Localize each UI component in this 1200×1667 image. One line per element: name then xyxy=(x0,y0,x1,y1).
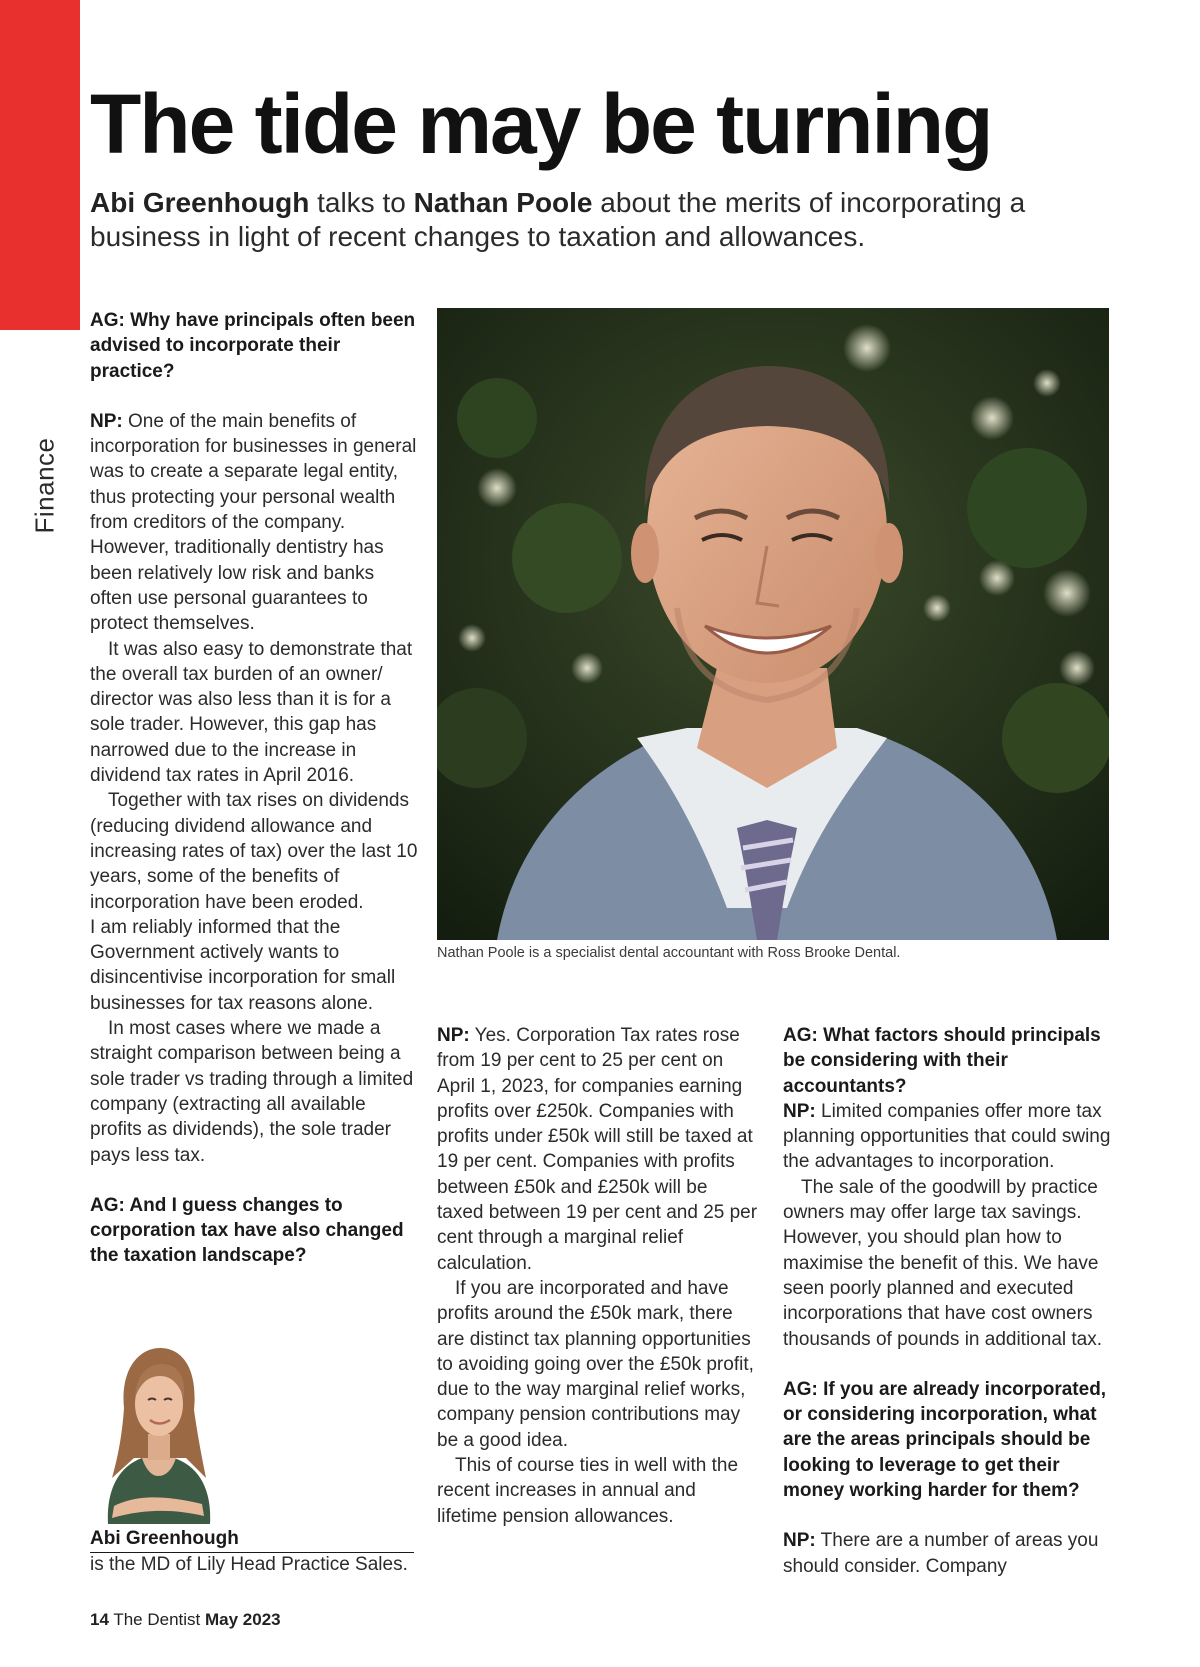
answer-2-paragraph: If you are incorporated and have profits around the £50k mark, there are distinct tax planning opportunities to avoiding going over the £50k profit, due to the way marginal relief works, company pension contributions may be a good idea. xyxy=(437,1277,754,1451)
author-name: Abi Greenhough xyxy=(90,187,310,218)
answer-4-paragraph: NP: There are a number of areas you should consider. Company xyxy=(783,1530,1099,1577)
answer-1-paragraph: Together with tax rises on dividends (reducing dividend allowance and increasing rates of tax) over the last 10 years, some of the benefits of incorporation have been eroded. xyxy=(90,790,418,913)
answer-2-paragraph: This of course ties in well with the recent increases in annual and lifetime pension allowances. xyxy=(437,1455,739,1527)
author-bio-text: is the MD of Lily Head Practice Sales. xyxy=(90,1554,408,1575)
publication-name: The Dentist xyxy=(113,1610,201,1629)
answer-1-paragraph: NP: One of the main benefits of incorporation for businesses in general was to create a separate legal entity, thus protecting your personal wealth from creditors of the company. However, traditionally dentistry has been relatively low risk and banks often use personal guarantees to protect themselves. xyxy=(90,410,417,635)
article-column-3 xyxy=(783,1023,1113,1579)
answer-1-paragraph: In most cases where we made a straight comparison between being a sole trader vs trading through a limited company (extracting all available profits as dividends), the sole trader pays less tax. xyxy=(90,1018,414,1166)
question-4: AG: If you are already incorporated, or considering incorporation, what are the areas principals should be looking to leverage to get their money working harder for them? xyxy=(783,1378,1107,1502)
author-portrait-illustration xyxy=(90,1338,226,1524)
answer-1-paragraph: It was also easy to demonstrate that the overall tax burden of an owner/ director was also less than it is for a sole trader. However, this gap has narrowed due to the increase in dividend tax rates in April 2016. xyxy=(90,638,413,787)
page-footer xyxy=(90,1610,281,1630)
question-2: AG: And I guess changes to corporation tax have also changed the taxation landscape? xyxy=(90,1194,404,1267)
question-1: AG: Why have principals often been advised to incorporate their practice? xyxy=(90,310,416,382)
question-3: AG: What factors should principals be considering with their accountants? xyxy=(783,1025,1101,1097)
answer-3-paragraph: The sale of the goodwill by practice owners may offer large tax savings. However, you should plan how to maximise the benefit of this. We have seen poorly planned and executed incorporations that have cost owners thousands of pounds in additional tax. xyxy=(783,1176,1103,1350)
article-column-2 xyxy=(437,1023,759,1529)
page-title: The tide may be turning xyxy=(90,77,992,171)
abi-greenhough-photo xyxy=(90,1338,226,1524)
section-label: Finance xyxy=(29,437,60,533)
issue-date: May 2023 xyxy=(205,1610,281,1629)
answer-2-paragraph: NP: Yes. Corporation Tax rates rose from 19 per cent to 25 per cent on April 1, 2023, for companies earning profits over £250k. Companies with profits under £50k will still be taxed at 19 per cent. Companies with profits between £50k and £250k will be taxed between 19 per cent and 25 per cent through a marginal relief calculation. xyxy=(437,1025,758,1274)
photo-caption: Nathan Poole is a specialist dental accountant with Ross Brooke Dental. xyxy=(437,945,901,961)
standfirst: Abi Greenhough talks to Nathan Poole about the merits of incorporating a business in light of recent changes to taxation and allowances. xyxy=(90,187,1026,252)
page-number: 14 xyxy=(90,1610,109,1629)
answer-1-paragraph: I am reliably informed that the Government actively wants to disincentivise incorporation for small businesses for tax reasons alone. xyxy=(90,916,396,1014)
portrait-illustration xyxy=(437,308,1109,940)
nathan-poole-photo xyxy=(437,308,1109,940)
subject-name: Nathan Poole xyxy=(413,187,593,218)
article-column-1 xyxy=(90,308,418,1269)
section-color-bar xyxy=(0,0,80,330)
author-bio-name: Abi Greenhough xyxy=(90,1527,414,1553)
answer-3-paragraph: NP: Limited companies offer more tax planning opportunities that could swing the advantages to incorporation. xyxy=(783,1100,1111,1173)
